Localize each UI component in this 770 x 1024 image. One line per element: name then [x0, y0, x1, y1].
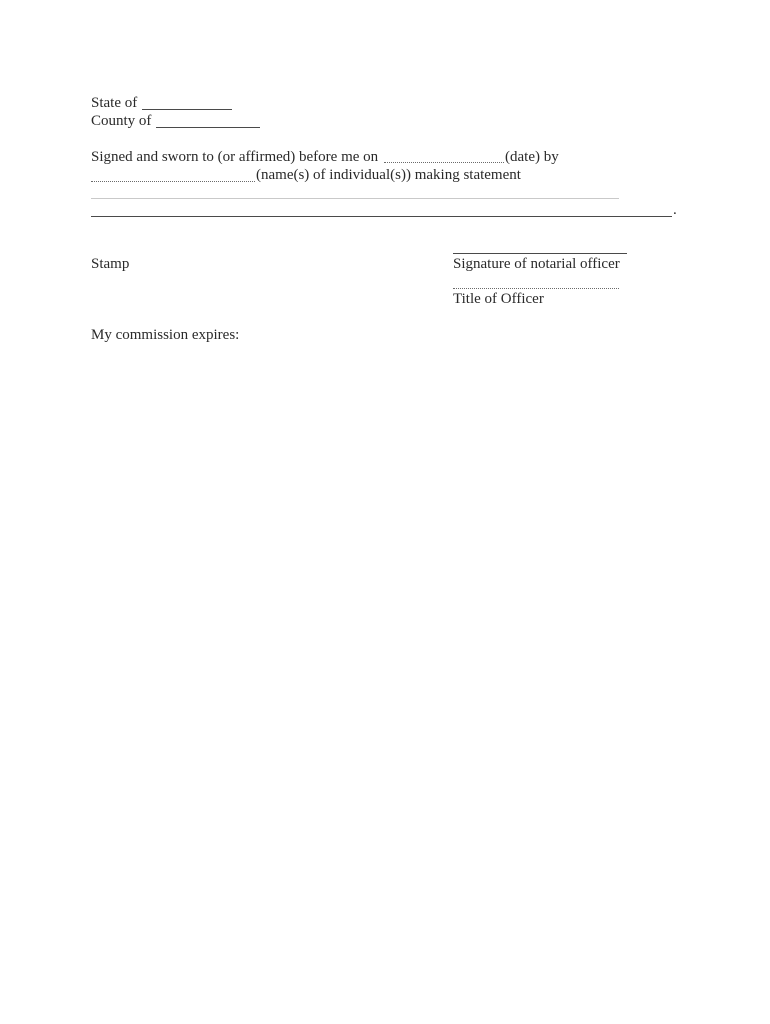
state-label: State of [91, 95, 138, 111]
statement-period: . [673, 202, 677, 218]
statement-line-1[interactable] [91, 198, 619, 199]
statement-line-2[interactable] [91, 216, 672, 217]
title-label: Title of Officer [453, 291, 544, 307]
signature-label: Signature of notarial officer [453, 256, 620, 272]
signature-line[interactable] [453, 253, 627, 254]
names-label: (name(s) of individual(s)) making statement [256, 167, 521, 183]
title-line[interactable] [453, 288, 619, 289]
sworn-statement-text: Signed and sworn to (or affirmed) before me on [91, 149, 379, 165]
date-label: (date) by [505, 149, 559, 165]
commission-label: My commission expires: [91, 327, 240, 343]
names-blank[interactable] [91, 181, 255, 182]
state-blank[interactable] [142, 109, 232, 110]
county-blank[interactable] [156, 127, 260, 128]
county-label: County of [91, 113, 152, 129]
date-blank[interactable] [384, 162, 504, 163]
stamp-label: Stamp [91, 256, 130, 272]
